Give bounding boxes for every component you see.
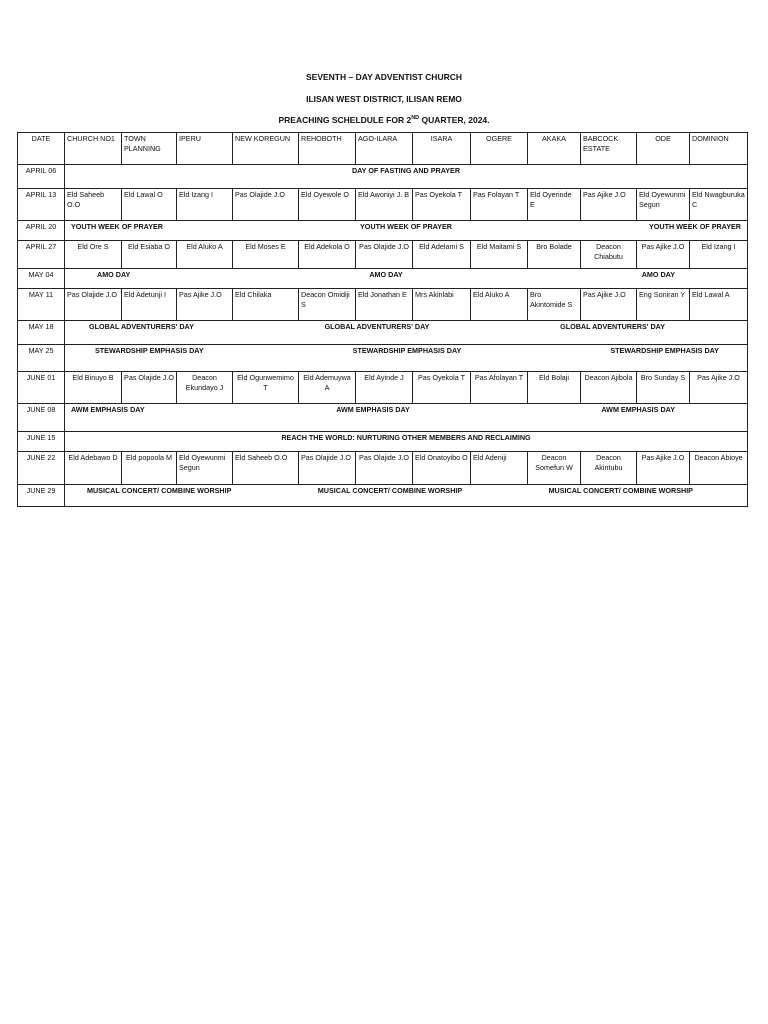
table-row [18,345,748,372]
event-label: GLOBAL ADVENTURERS' DAY [324,322,430,331]
event-label: AWM EMPHASIS DAY [601,405,675,414]
preacher-cell: Pas Olajide J.O [299,452,356,485]
column-header: NEW KOREGUN [233,133,299,165]
date-cell: JUNE 08 [18,404,65,432]
preacher-cell: Mrs Akinlabi [413,289,471,321]
preacher-cell: Pas Olajide J.O [356,452,413,485]
event-cell [65,485,748,507]
preacher-cell: Eld Adelami S [413,241,471,269]
event-cell [65,321,748,345]
preacher-cell: Pas Ajike J.O [637,452,690,485]
preacher-cell: Eld Maitami S [471,241,528,269]
column-header: IPERU [177,133,233,165]
column-header: AGO-ILARA [356,133,413,165]
column-header: ISARA [413,133,471,165]
preacher-cell: Eld Onatoyibo O [413,452,471,485]
event-label: YOUTH WEEK OF PRAYER [649,222,741,231]
table-row [18,289,748,321]
date-cell: JUNE 22 [18,452,65,485]
preacher-cell: Eld Oyewunmi Segun [177,452,233,485]
preacher-cell: Pas Folayan T [471,189,528,221]
column-header: TOWN PLANNING [122,133,177,165]
preacher-cell: Eld Lawal A [690,289,748,321]
date-cell: APRIL 06 [18,165,65,189]
preacher-cell: Pas Olajide J.O [233,189,299,221]
preacher-cell: Deacon Ekundayo J [177,372,233,404]
preacher-cell: Deacon Somefun W [528,452,581,485]
schedule-title-suffix: QUARTER, 2024. [419,115,490,125]
date-cell: MAY 11 [18,289,65,321]
church-name: SEVENTH – DAY ADVENTIST CHURCH [305,72,463,82]
preacher-cell: Eld Ore S [65,241,122,269]
column-header: DATE [18,133,65,165]
date-cell: MAY 04 [18,269,65,289]
event-label: STEWARDSHIP EMPHASIS DAY [352,346,462,355]
table-row [18,189,748,221]
column-header: BABCOCK ESTATE [581,133,637,165]
preacher-cell: Eld Aluko A [177,241,233,269]
date-cell: JUNE 15 [18,432,65,452]
preacher-cell: Eld Saheeb O.O [65,189,122,221]
table-row [18,165,748,189]
preacher-cell: Eld Esiaba O [122,241,177,269]
event-label: YOUTH WEEK OF PRAYER [360,222,452,231]
preacher-cell: Bro Akintomide S [528,289,581,321]
preacher-cell: Pas Olajide J.O [65,289,122,321]
event-cell [65,165,748,189]
event-label: STEWARDSHIP EMPHASIS DAY [95,346,204,355]
event-cell [65,269,748,289]
event-label: MUSICAL CONCERT/ COMBINE WORSHIP [317,486,463,495]
table-row [18,269,748,289]
preacher-cell: Deacon Omidiji S [299,289,356,321]
table-row [18,372,748,404]
event-label: MUSICAL CONCERT/ COMBINE WORSHIP [548,486,693,495]
preacher-cell: Eld Moses E [233,241,299,269]
date-cell: APRIL 27 [18,241,65,269]
preacher-cell: Pas Oyekola T [413,372,471,404]
date-cell: APRIL 13 [18,189,65,221]
column-header: AKAKA [528,133,581,165]
event-label: DAY OF FASTING AND PRAYER [351,166,461,175]
preacher-cell: Deacon Akintubu [581,452,637,485]
event-label: GLOBAL ADVENTURERS' DAY [89,322,194,331]
event-label: GLOBAL ADVENTURERS' DAY [560,322,665,331]
event-label: STEWARDSHIP EMPHASIS DAY [610,346,719,355]
preacher-cell: Eng Soniran Y [637,289,690,321]
table-row [18,485,748,507]
event-label: AWM EMPHASIS DAY [336,405,410,414]
table-row [18,241,748,269]
schedule-title-prefix: PREACHING SCHELDULE FOR 2 [278,115,412,125]
table-row [18,321,748,345]
preacher-cell: Eld Oyerinde E [528,189,581,221]
event-label: AMO DAY [641,270,675,279]
preacher-cell: Eld Adetunji I [122,289,177,321]
preacher-cell: Pas Ajike J.O [690,372,748,404]
preacher-cell: Eld Binuyo B [65,372,122,404]
table-row [18,404,748,432]
preacher-cell: Bro Bolade [528,241,581,269]
column-header: ODE [637,133,690,165]
preacher-cell: Eld Aluko A [471,289,528,321]
preacher-cell: Bro Sunday S [637,372,690,404]
preacher-cell: Pas Ajike J.O [177,289,233,321]
preaching-schedule-table [17,132,748,507]
event-label: YOUTH WEEK OF PRAYER [71,222,163,231]
preacher-cell: Pas Olajide J.O [122,372,177,404]
preacher-cell: Eld Izang I [177,189,233,221]
event-label: AWM EMPHASIS DAY [71,405,145,414]
preacher-cell: Eld Oyewole O [299,189,356,221]
preacher-cell: Eld Adeniji [471,452,528,485]
event-cell [65,221,748,241]
preacher-cell: Eld Ayinde J [356,372,413,404]
preacher-cell: Eld Ogunwemimo T [233,372,299,404]
preacher-cell: Eld Adekola O [299,241,356,269]
preacher-cell: Pas Ajike J.O [581,289,637,321]
preacher-cell: Eld Chilaka [233,289,299,321]
table-row [18,452,748,485]
schedule-title-superscript: ND [411,115,420,122]
preacher-cell: Deacon Chiabutu [581,241,637,269]
preacher-cell: Pas Ajike J.O [637,241,690,269]
preacher-cell: Eld Bolaji [528,372,581,404]
preacher-cell: Eld Saheeb O.O [233,452,299,485]
preacher-cell: Pas Oyekola T [413,189,471,221]
header-row [18,133,748,165]
event-label: AMO DAY [369,270,403,279]
table-row [18,432,748,452]
table-row [18,221,748,241]
preacher-cell: Pas Ajike J.O [581,189,637,221]
column-header: REHOBOTH [299,133,356,165]
column-header: CHURCH NO1 [65,133,122,165]
date-cell: JUNE 29 [18,485,65,507]
event-label: AMO DAY [97,270,131,279]
preacher-cell: Deacon Ajibola [581,372,637,404]
date-cell: APRIL 20 [18,221,65,241]
preacher-cell: Eld Awoniyi J. B [356,189,413,221]
event-cell [65,432,748,452]
column-header: DOMINION [690,133,748,165]
schedule-title [0,115,768,125]
preacher-cell: Eld Nwagburuka C [690,189,748,221]
preacher-cell: Eld Izang I [690,241,748,269]
preacher-cell: Deacon Abioye [690,452,748,485]
date-cell: MAY 25 [18,345,65,372]
date-cell: JUNE 01 [18,372,65,404]
preacher-cell: Eld popoola M [122,452,177,485]
district-name: ILISAN WEST DISTRICT, ILISAN REMO [306,94,462,104]
preacher-cell: Eld Lawal O [122,189,177,221]
preacher-cell: Pas Afolayan T [471,372,528,404]
column-header: OGERE [471,133,528,165]
event-cell [65,404,748,432]
preacher-cell: Eld Adebawo D [65,452,122,485]
preacher-cell: Eld Oyewunmi Segun [637,189,690,221]
preacher-cell: Pas Olajide J.O [356,241,413,269]
preacher-cell: Eld Jonathan E [356,289,413,321]
preacher-cell: Eld Ademuywa A [299,372,356,404]
event-label: REACH THE WORLD: NURTURING OTHER MEMBERS AND RECLAIMING [281,433,531,442]
date-cell: MAY 18 [18,321,65,345]
event-label: MUSICAL CONCERT/ COMBINE WORSHIP [87,486,232,495]
event-cell [65,345,748,372]
